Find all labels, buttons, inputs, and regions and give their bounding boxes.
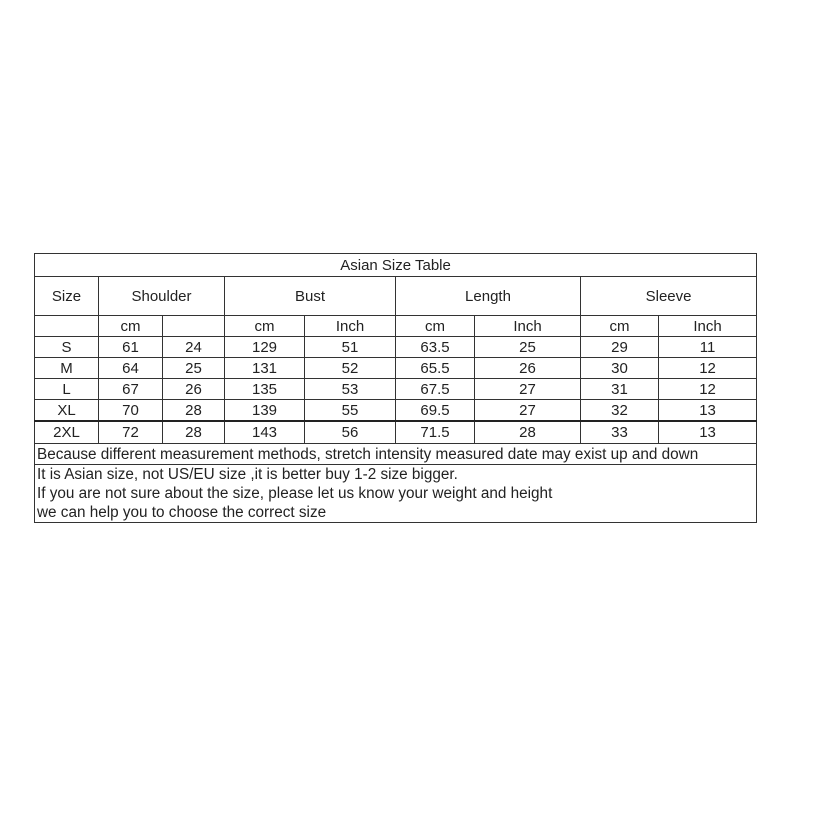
table-cell: S [35,337,99,358]
table-cell: 52 [305,358,396,379]
table-cell: 24 [163,337,225,358]
table-cell: 131 [225,358,305,379]
table-cell: 63.5 [396,337,475,358]
table-cell: 70 [99,400,163,422]
table-cell: 71.5 [396,421,475,444]
table-cell: 129 [225,337,305,358]
table-cell: 28 [163,400,225,422]
unit-cell [163,316,225,337]
table-cell: 64 [99,358,163,379]
unit-cell [35,316,99,337]
note-row [35,465,757,523]
unit-cell: Inch [305,316,396,337]
table-cell: 13 [659,400,757,422]
table-cell: 67.5 [396,379,475,400]
table-cell: 28 [475,421,581,444]
table-cell: L [35,379,99,400]
table-cell: 26 [163,379,225,400]
table-cell: M [35,358,99,379]
table-cell: 67 [99,379,163,400]
table-cell: 51 [305,337,396,358]
unit-cell: Inch [475,316,581,337]
note-row [35,444,757,465]
table-cell: 53 [305,379,396,400]
unit-cell: cm [99,316,163,337]
table-cell: 139 [225,400,305,422]
note-line: It is Asian size, not US/EU size ,it is better buy 1-2 size bigger. [37,466,458,483]
table-row [35,379,757,400]
unit-row [35,316,757,337]
table-cell: 32 [581,400,659,422]
table-row [35,337,757,358]
table-cell: 25 [163,358,225,379]
table-cell: 135 [225,379,305,400]
table-cell: 31 [581,379,659,400]
size-advice-note [35,465,757,523]
table-row [35,358,757,379]
table-row [35,400,757,422]
header-row [35,277,757,316]
measurement-note: Because different measurement methods, stretch intensity measured date may exist up and down [35,444,757,465]
table-row [35,421,757,444]
table-cell: 12 [659,358,757,379]
unit-cell: cm [581,316,659,337]
table-cell: 33 [581,421,659,444]
header-bust: Bust [225,277,396,316]
table-cell: 11 [659,337,757,358]
note-line: If you are not sure about the size, please let us know your weight and height [37,485,553,502]
table-cell: 69.5 [396,400,475,422]
title-row [35,254,757,277]
table-cell: 56 [305,421,396,444]
unit-cell: Inch [659,316,757,337]
table-cell: 12 [659,379,757,400]
table-cell: 28 [163,421,225,444]
header-shoulder: Shoulder [99,277,225,316]
table-cell: 30 [581,358,659,379]
header-sleeve: Sleeve [581,277,757,316]
unit-cell: cm [396,316,475,337]
table-cell: 65.5 [396,358,475,379]
table-cell: 25 [475,337,581,358]
table-cell: 61 [99,337,163,358]
table-cell: 72 [99,421,163,444]
header-length: Length [396,277,581,316]
table-cell: 27 [475,379,581,400]
table-cell: 2XL [35,421,99,444]
unit-cell: cm [225,316,305,337]
table-cell: XL [35,400,99,422]
table-cell: 13 [659,421,757,444]
header-size: Size [35,277,99,316]
note-line: we can help you to choose the correct size [37,504,327,521]
table-cell: 143 [225,421,305,444]
table-title: Asian Size Table [35,254,757,277]
table-cell: 27 [475,400,581,422]
size-table [34,253,757,523]
table-cell: 29 [581,337,659,358]
table-cell: 55 [305,400,396,422]
table-cell: 26 [475,358,581,379]
